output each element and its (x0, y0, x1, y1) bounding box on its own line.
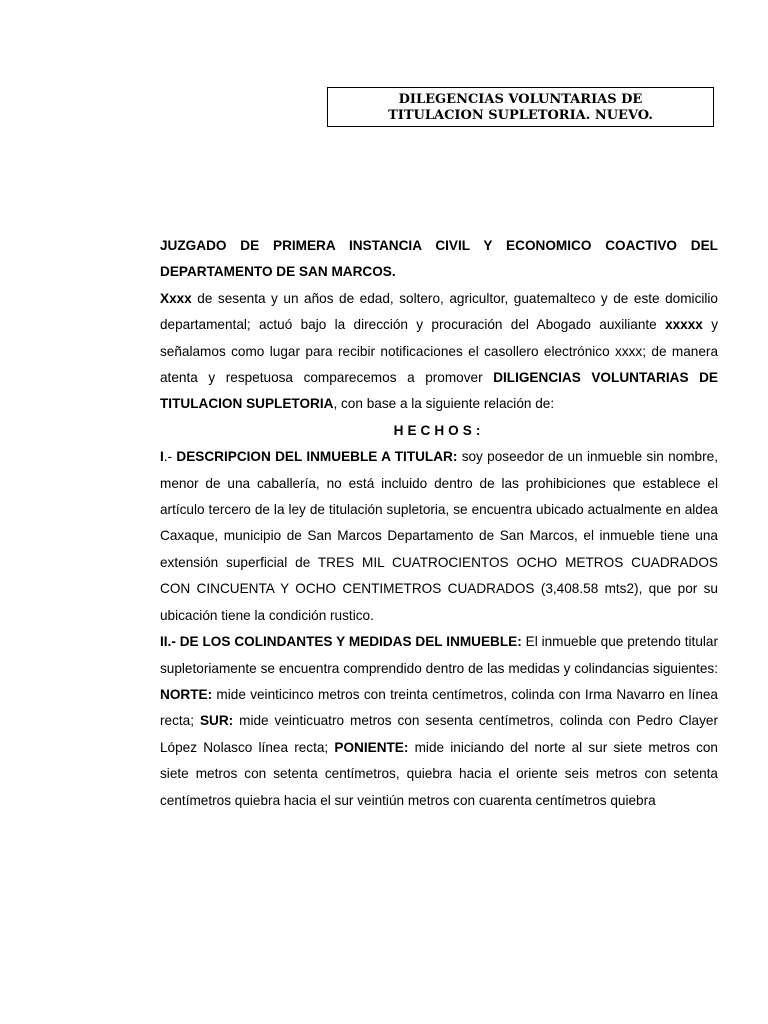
intro-paragraph (160, 286, 718, 418)
intro-text-1: de sesenta y un años de edad, soltero, agricultor, guatemalteco y de este domicilio departamental; actuó bajo la dirección y procuración del Abogado auxiliante (160, 290, 718, 333)
intro-text-2: y señalamos como lugar para recibir notificaciones el casollero electrónico xxxx; de manera atenta y respetuosa comparecemos a promover (160, 317, 719, 386)
document-title-box (327, 87, 714, 127)
section-1-separator: .- (163, 449, 177, 465)
section-1-title: DESCRIPCION DEL INMUEBLE A TITULAR: (176, 449, 458, 465)
west-text: mide iniciando del norte al sur siete metros con siete metros con setenta centímetros, quiebra hacia el oriente seis metros con setenta centímetros quiebra hacia el sur veintiún metros con cuarenta centímetros quiebra (160, 739, 718, 808)
applicant-name: Xxxx (160, 290, 192, 306)
document-title-line-2: TITULACION SUPLETORIA. NUEVO. (388, 107, 653, 123)
north-label: NORTE: (160, 686, 213, 702)
section-2-paragraph (160, 629, 718, 814)
section-1-paragraph (160, 444, 718, 629)
court-name: JUZGADO DE PRIMERA INSTANCIA CIVIL Y ECONOMICO COACTIVO DEL DEPARTAMENTO DE SAN MARCOS. (160, 238, 718, 280)
section-2-title: II.- DE LOS COLINDANTES Y MEDIDAS DEL INMUEBLE: (160, 634, 522, 650)
section-1-text: soy poseedor de un inmueble sin nombre, menor de una caballería, no está incluido dentro de las prohibiciones que establece el artículo tercero de la ley de titulación supletoria, se encuentra ubicado actualmente en aldea Caxaque, municipio de San Marcos Departamento de San Marcos, el inmueble tiene una extensión superficial de TRES MIL CUATROCIENTOS OCHO METROS CUADRADOS CON CINCUENTA Y OCHO CENTIMETROS CUADRADOS (3,408.58 mts2), que por su ubicación tiene la condición rustico. (160, 449, 718, 623)
facts-heading: HECHOS: (393, 422, 485, 438)
document-body (160, 233, 718, 814)
south-text: mide veinticuatro metros con sesenta centímetros, colinda con Pedro Clayer López Nolasco línea recta; (160, 713, 718, 755)
section-1-number: I (160, 449, 164, 465)
west-label: PONIENTE: (334, 739, 409, 755)
intro-text-3: , con base a la siguiente relación de: (333, 396, 555, 412)
section-2-text-1: El inmueble que pretendo titular supletoriamente se encuentra comprendido dentro de las medidas y colindancias siguientes: (160, 634, 718, 676)
action-name: DILIGENCIAS VOLUNTARIAS DE TITULACION SUPLETORIA (160, 370, 718, 412)
court-heading (160, 233, 718, 286)
lawyer-name: xxxxx (665, 317, 703, 333)
document-title-line-1: DILEGENCIAS VOLUNTARIAS DE (398, 92, 643, 107)
north-text: mide veinticinco metros con treinta centímetros, colinda con Irma Navarro en línea recta; (160, 686, 718, 729)
south-label: SUR: (199, 713, 234, 729)
